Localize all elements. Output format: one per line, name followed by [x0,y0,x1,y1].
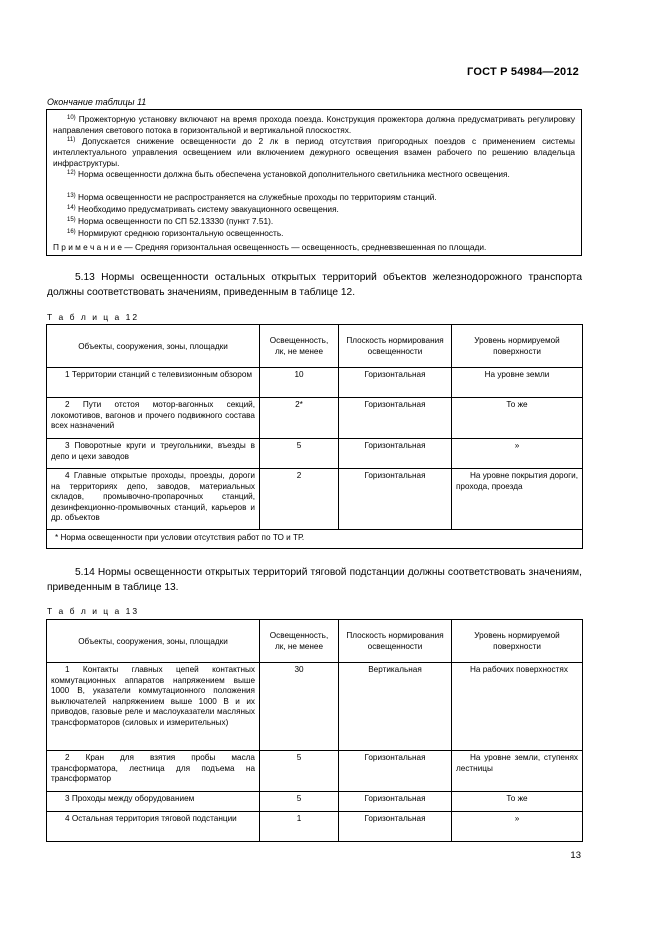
cell-level: На рабочих поверхностях [452,663,583,751]
col-header-objects: Объекты, сооружения, зоны, площадки [47,325,260,368]
note-16: $^{16)}$ Нормируют среднюю горизонтальную освещенность. [67,228,284,238]
note-14: $^{14)}$ Необходимо предусматривать систему эвакуационного освещения. [67,204,339,214]
cell-level: » [452,439,583,469]
col-header-plane: Плоскость нормирования освещенности [339,325,452,368]
cell-level: На уровне земли, ступенях лестницы [452,751,583,792]
cell-object: 2 Кран для взятия пробы масла трансформатора, лестница для подъема на трансформатор [47,751,260,792]
note-13: $^{13)}$ Норма освещенности не распространяется на служебные проходы по территориям станций. [67,192,437,202]
col-header-plane: Плоскость нормирования освещенности [339,620,452,663]
table13-header-row [47,620,583,663]
cell-lux: 10 [260,368,339,398]
cell-lux: 1 [260,812,339,842]
cell-level: На уровне земли [452,368,583,398]
paragraph-5-13: 5.13 Нормы освещенности остальных открытых территорий объектов железнодорожного транспорта должны соответствовать значениям, приведенным в таблице 12. [47,272,582,298]
cell-object: 3 Проходы между оборудованием [47,792,260,812]
cell-object: 4 Остальная территория тяговой подстанции [47,812,260,842]
continuation-label: Окончание таблицы 11 [47,97,147,107]
table11-primechanie: П р и м е ч а н и е — Средняя горизонтальная освещенность — освещенность, средневзвешенная по площади. [53,242,487,252]
table-row [47,812,583,842]
table-row [47,663,583,751]
note-10: $^{10)}$ Прожекторную установку включают на время прохода поезда. Конструкция прожектора должна предусматривать регулировку направления светового потока в горизонтальной и вертикальной плоскостях. [53,114,575,135]
note-11: $^{11)}$ Допускается снижение освещенности до 2 лк в период отсутствия пригородных поездов с применением системы интеллектуального управления освещением или включением дежурного освещения взамен рабочего по решению владельца инфраструктуры. [53,136,575,168]
cell-object: 3 Поворотные круги и треугольники, въезды в депо и цехи заводов [47,439,260,469]
table-row [47,368,583,398]
table13-caption: Т а б л и ц а 13 [47,606,140,616]
col-header-objects: Объекты, сооружения, зоны, площадки [47,620,260,663]
cell-level: » [452,812,583,842]
cell-object: 1 Территории станций с телевизионным обзором [47,368,260,398]
paragraph-5-14: 5.14 Нормы освещенности открытых территорий тяговой подстанции должны соответствовать значениям, приведенным в таблице 13. [47,567,582,593]
cell-plane: Вертикальная [339,663,452,751]
note-12: $^{12)}$ Норма освещенности должна быть обеспечена установкой дополнительного светильника местного освещения. [67,169,510,179]
col-header-lux: Освещенность, лк, не менее [260,325,339,368]
table-row [47,751,583,792]
standard-header: ГОСТ Р 54984—2012 [467,66,579,78]
table-row [47,398,583,439]
cell-plane: Горизонтальная [339,792,452,812]
table-row [47,469,583,530]
note-15: $^{15)}$ Норма освещенности по СП 52.13330 (пункт 7.51). [67,216,274,226]
table-row [47,792,583,812]
table-13 [46,619,583,842]
table12-caption: Т а б л и ц а 12 [47,312,140,322]
cell-lux: 5 [260,792,339,812]
cell-object: 4 Главные открытые проходы, проезды, дороги на территориях депо, заводов, материальных складов, промывочно-пропарочных станций, дезинфекционно-промывочных станций, карьеров и др. объектов [47,469,260,530]
cell-plane: Горизонтальная [339,398,452,439]
col-header-level: Уровень нормируемой поверхности [452,325,583,368]
cell-lux: 5 [260,439,339,469]
cell-lux: 2 [260,469,339,530]
cell-lux: 5 [260,751,339,792]
cell-level: На уровне покрытия дороги, прохода, проезда [452,469,583,530]
table12-header-row [47,325,583,368]
col-header-lux: Освещенность, лк, не менее [260,620,339,663]
cell-level: То же [452,398,583,439]
cell-plane: Горизонтальная [339,751,452,792]
cell-plane: Горизонтальная [339,368,452,398]
cell-object: 1 Контакты главных цепей контактных коммутационных аппаратов напряжением выше 1000 В, указатели коммутационного положения выключателей напряжением выше 1000 В и их приводов, газовые реле и маслоуказатели масляных трансформаторов (силовых и измерительных) [47,663,260,751]
table-row [47,439,583,469]
page-number: 13 [570,850,581,861]
table11-notes-box [46,109,582,256]
table12-footnote: * Норма освещенности при условии отсутствия работ по ТО и ТР. [47,530,583,549]
table-12 [46,324,583,549]
col-header-level: Уровень нормируемой поверхности [452,620,583,663]
table12-footnote-row [47,530,583,549]
cell-lux: 30 [260,663,339,751]
cell-plane: Горизонтальная [339,469,452,530]
cell-object: 2 Пути отстоя мотор-вагонных секций, локомотивов, вагонов и прочего подвижного состава всех назначений [47,398,260,439]
cell-level: То же [452,792,583,812]
cell-plane: Горизонтальная [339,812,452,842]
cell-lux: 2* [260,398,339,439]
cell-plane: Горизонтальная [339,439,452,469]
